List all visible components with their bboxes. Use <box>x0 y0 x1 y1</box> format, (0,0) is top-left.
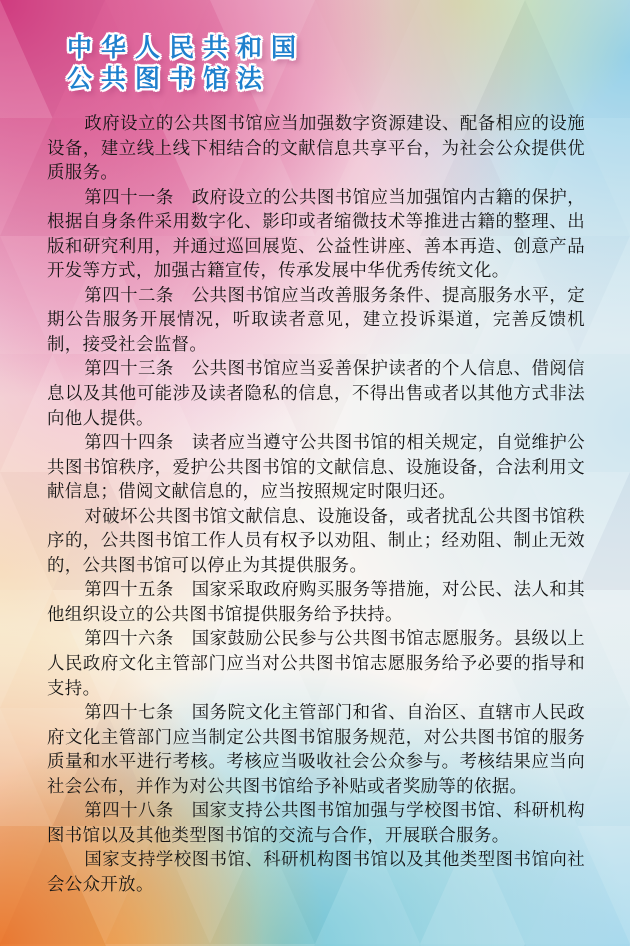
paragraph: 第四十四条 读者应当遵守公共图书馆的相关规定，自觉维护公共图书馆秩序，爱护公共图书馆的文献信息、设施设备，合法利用文献信息；借阅文献信息的，应当按照规定时限归还。 <box>47 433 585 503</box>
paragraph: 对破坏公共图书馆文献信息、设施设备，或者扰乱公共图书馆秩序的，公共图书馆工作人员有权予以劝阻、制止；经劝阻、制止无效的，公共图书馆可以停止为其提供服务。 <box>47 506 585 576</box>
paragraph: 第四十五条 国家采取政府购买服务等措施，对公民、法人和其他组织设立的公共图书馆提供服务给予扶持。 <box>47 580 585 625</box>
paragraph: 第四十一条 政府设立的公共图书馆应当加强馆内古籍的保护，根据自身条件采用数字化、影印或者缩微技术等推进古籍的整理、出版和研究利用，并通过巡回展览、公益性讲座、善本再造、创意产品开发等方式，加强古籍宣传，传承发展中华优秀传统文化。 <box>47 187 585 282</box>
title-line-2: 公共图书馆法 <box>67 65 272 93</box>
article-body <box>47 112 585 898</box>
paragraph: 政府设立的公共图书馆应当加强数字资源建设、配备相应的设施设备，建立线上线下相结合的文献信息共享平台，为社会公众提供优质服务。 <box>47 114 585 184</box>
paragraph: 第四十二条 公共图书馆应当改善服务条件、提高服务水平，定期公告服务开展情况，听取读者意见，建立投诉渠道，完善反馈机制，接受社会监督。 <box>47 285 585 355</box>
document-title <box>67 33 305 95</box>
paragraph: 第四十八条 国家支持公共图书馆加强与学校图书馆、科研机构图书馆以及其他类型图书馆的交流与合作，开展联合服务。 <box>47 801 585 846</box>
title-line-1: 中华人民共和国 <box>67 34 306 62</box>
paragraph: 第四十六条 国家鼓励公民参与公共图书馆志愿服务。县级以上人民政府文化主管部门应当对公共图书馆志愿服务给予必要的指导和支持。 <box>47 629 585 699</box>
paragraph: 国家支持学校图书馆、科研机构图书馆以及其他类型图书馆向社会公众开放。 <box>47 850 585 895</box>
paragraph: 第四十三条 公共图书馆应当妥善保护读者的个人信息、借阅信息以及其他可能涉及读者隐私的信息，不得出售或者以其他方式非法向他人提供。 <box>47 359 585 429</box>
paragraph: 第四十七条 国务院文化主管部门和省、自治区、直辖市人民政府文化主管部门应当制定公共图书馆服务规范，对公共图书馆的服务质量和水平进行考核。考核应当吸收社会公众参与。考核结果应当向社会公布，并作为对公共图书馆给予补贴或者奖励等的依据。 <box>47 703 585 797</box>
